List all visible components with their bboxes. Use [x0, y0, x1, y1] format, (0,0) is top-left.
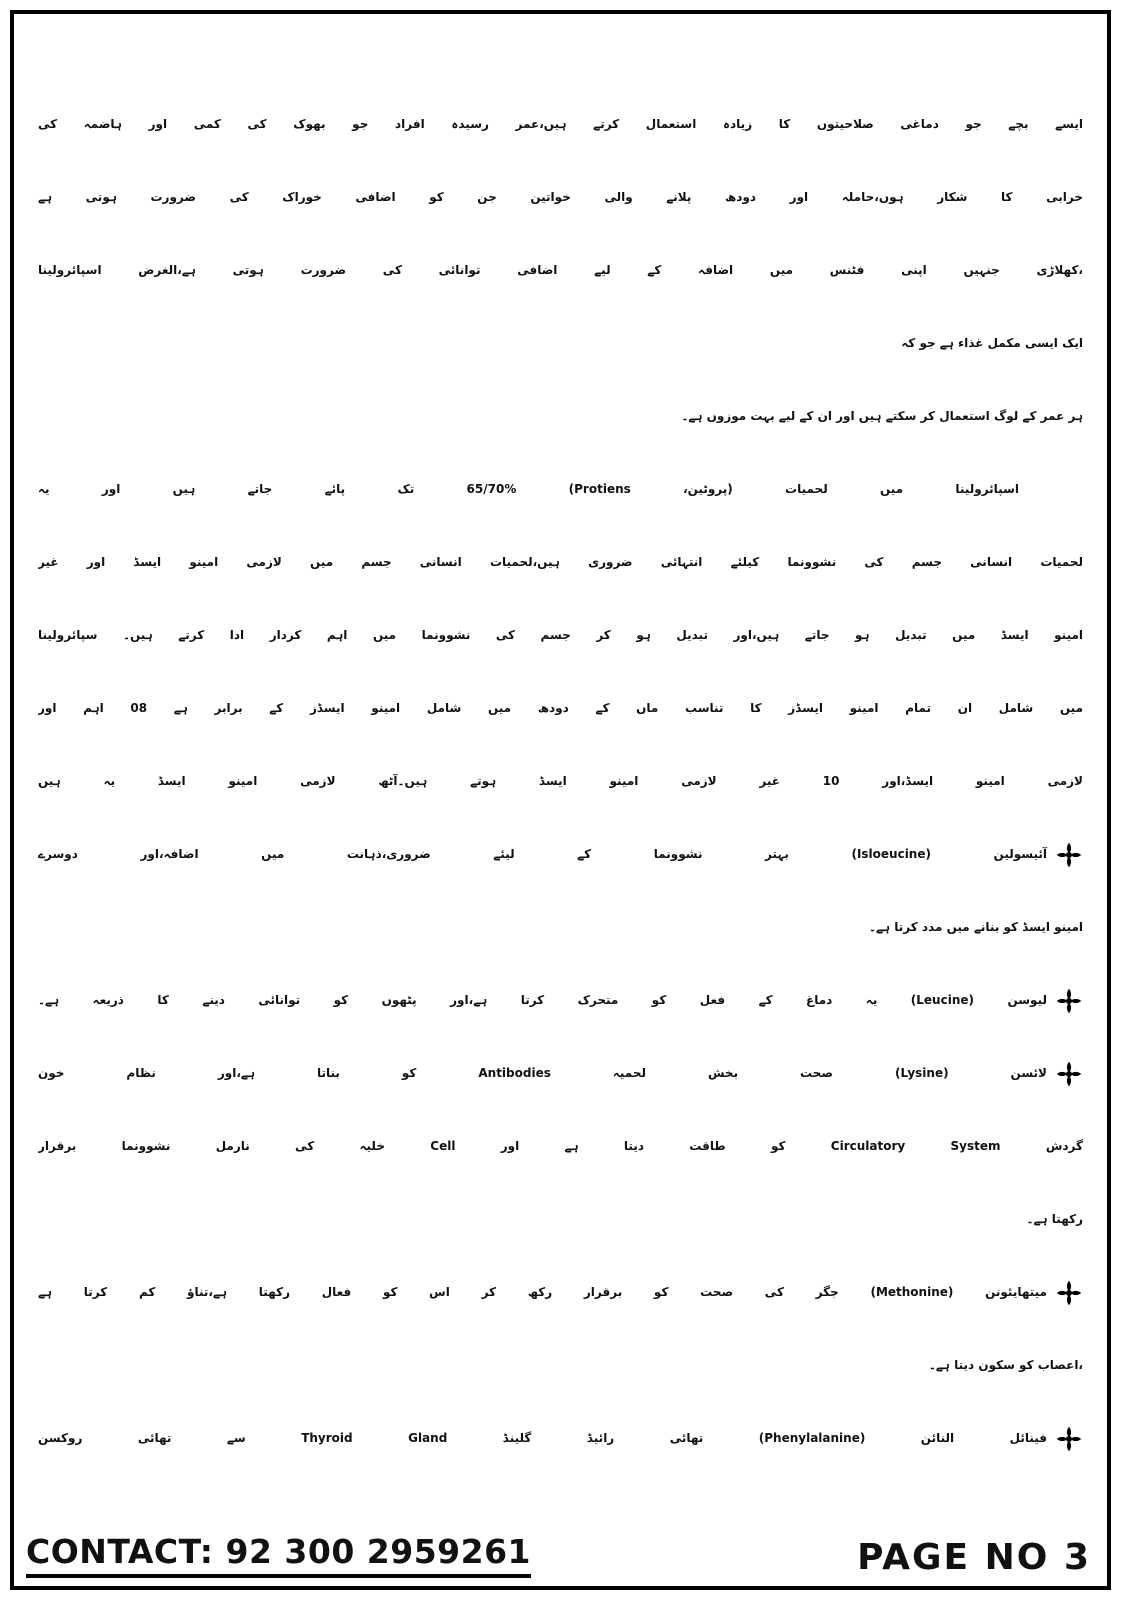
paragraph-line — [38, 307, 1083, 380]
line-text: لائسن (Lysine) صحت بخش لحمیہ Antibodies کو بناتا ہے،اور نظام خون — [38, 1066, 1047, 1080]
line-text: رکھتا ہے۔ — [1026, 1212, 1083, 1226]
paragraph-line — [38, 1329, 1083, 1402]
line-text: لیوسن (Leucine) یہ دماغ کے فعل کو متحرک کرتا ہے،اور پٹھوں کو توانائی دینے کا ذریعہ ہے۔ — [38, 993, 1047, 1007]
line-text: اسپائرولینا میں لحمیات (پروٹین، Protiens) 65/70% تک پائے جاتے ہیں اور یہ — [38, 482, 1019, 496]
document-body — [14, 14, 1107, 1586]
bullet-line — [38, 818, 1083, 891]
contact-number: CONTACT: 92 300 2959261 — [26, 1532, 531, 1578]
line-text: امینو ایسڈ کو بنانے میں مدد کرتا ہے۔ — [868, 920, 1083, 934]
paragraph-line — [38, 891, 1083, 964]
line-text: میں شامل ان تمام امینو ایسڈز کا تناسب ماں کے دودھ میں شامل امینو ایسڈز کے برابر ہے 08 اہم اور — [38, 701, 1083, 715]
paragraph-line — [38, 526, 1083, 599]
bullet-line — [38, 1402, 1083, 1475]
bullet-line — [38, 964, 1083, 1037]
paragraph-line — [38, 745, 1083, 818]
paragraph-line — [38, 380, 1083, 453]
paragraph-line — [38, 161, 1083, 234]
floral-bullet-icon — [1055, 841, 1083, 869]
paragraph-line — [38, 599, 1083, 672]
line-text: ایسے بچے جو دماغی صلاحیتوں کا زیادہ استعمال کرتے ہیں،عمر رسیدہ افراد جو بھوک کی کمی اور ہاضمہ کی — [38, 117, 1083, 131]
line-text: ایک ایسی مکمل غذاء ہے جو کہ — [901, 336, 1083, 350]
paragraph-line — [38, 234, 1083, 307]
paragraph-line — [38, 453, 1083, 526]
line-text: ،کھلاڑی جنہیں اپنی فٹنس میں اضافہ کے لیے اضافی توانائی کی ضرورت ہوتی ہے،الغرض اسپائرولینا — [38, 263, 1083, 277]
line-text: فینائل النائن (Phenylalanine) تھائی رائیڈ گلینڈ Thyroid Gland سے تھائی روکسن — [38, 1431, 1047, 1445]
bullet-line — [38, 1256, 1083, 1329]
floral-bullet-icon — [1055, 1060, 1083, 1088]
page-footer — [26, 1532, 1091, 1578]
line-text: خرابی کا شکار ہوں،حاملہ اور دودھ پلانے والی خواتین جن کو اضافی خوراک کی ضرورت ہوتی ہے — [38, 190, 1083, 204]
floral-bullet-icon — [1055, 1279, 1083, 1307]
line-text: ہر عمر کے لوگ استعمال کر سکتے ہیں اور ان کے لیے بہت موزوں ہے۔ — [681, 409, 1083, 423]
bullet-line — [38, 1037, 1083, 1110]
line-text: آئیسولین (Isloeucine) بہتر نشوونما کے لیئے ضروری،ذہانت میں اضافہ،اور دوسرے — [38, 847, 1047, 861]
floral-bullet-icon — [1055, 1425, 1083, 1453]
line-text: لازمی امینو ایسڈ،اور 10 غیر لازمی امینو ایسڈ ہوتے ہیں۔آٹھ لازمی امینو ایسڈ یہ ہیں — [38, 774, 1083, 788]
paragraph-line — [38, 88, 1083, 161]
paragraph-line — [38, 1110, 1083, 1183]
line-text: گردش Circulatory System کو طاقت دیتا ہے اور Cell خلیہ کی نارمل نشوونما برقرار — [38, 1139, 1083, 1153]
line-text: میتھایئونن (Methonine) جگر کی صحت کو برقرار رکھ کر اس کو فعال رکھتا ہے،تناؤ کم کرتا ہے — [38, 1285, 1047, 1299]
paragraph-line — [38, 672, 1083, 745]
line-text: لحمیات انسانی جسم کی نشوونما کیلئے انتہائی ضروری ہیں،لحمیات انسانی جسم میں لازمی امینو ایسڈ اور غیر — [38, 555, 1083, 569]
line-text: ،اعصاب کو سکون دیتا ہے۔ — [928, 1358, 1083, 1372]
page-number: PAGE NO 3 — [857, 1537, 1091, 1578]
line-text: امینو ایسڈ میں تبدیل ہو جاتے ہیں،اور تبدیل ہو کر جسم کی نشوونما میں اہم کردار ادا کرتے ہیں۔ سپائرولینا — [38, 628, 1083, 642]
paragraph-line — [38, 1183, 1083, 1256]
floral-bullet-icon — [1055, 987, 1083, 1015]
